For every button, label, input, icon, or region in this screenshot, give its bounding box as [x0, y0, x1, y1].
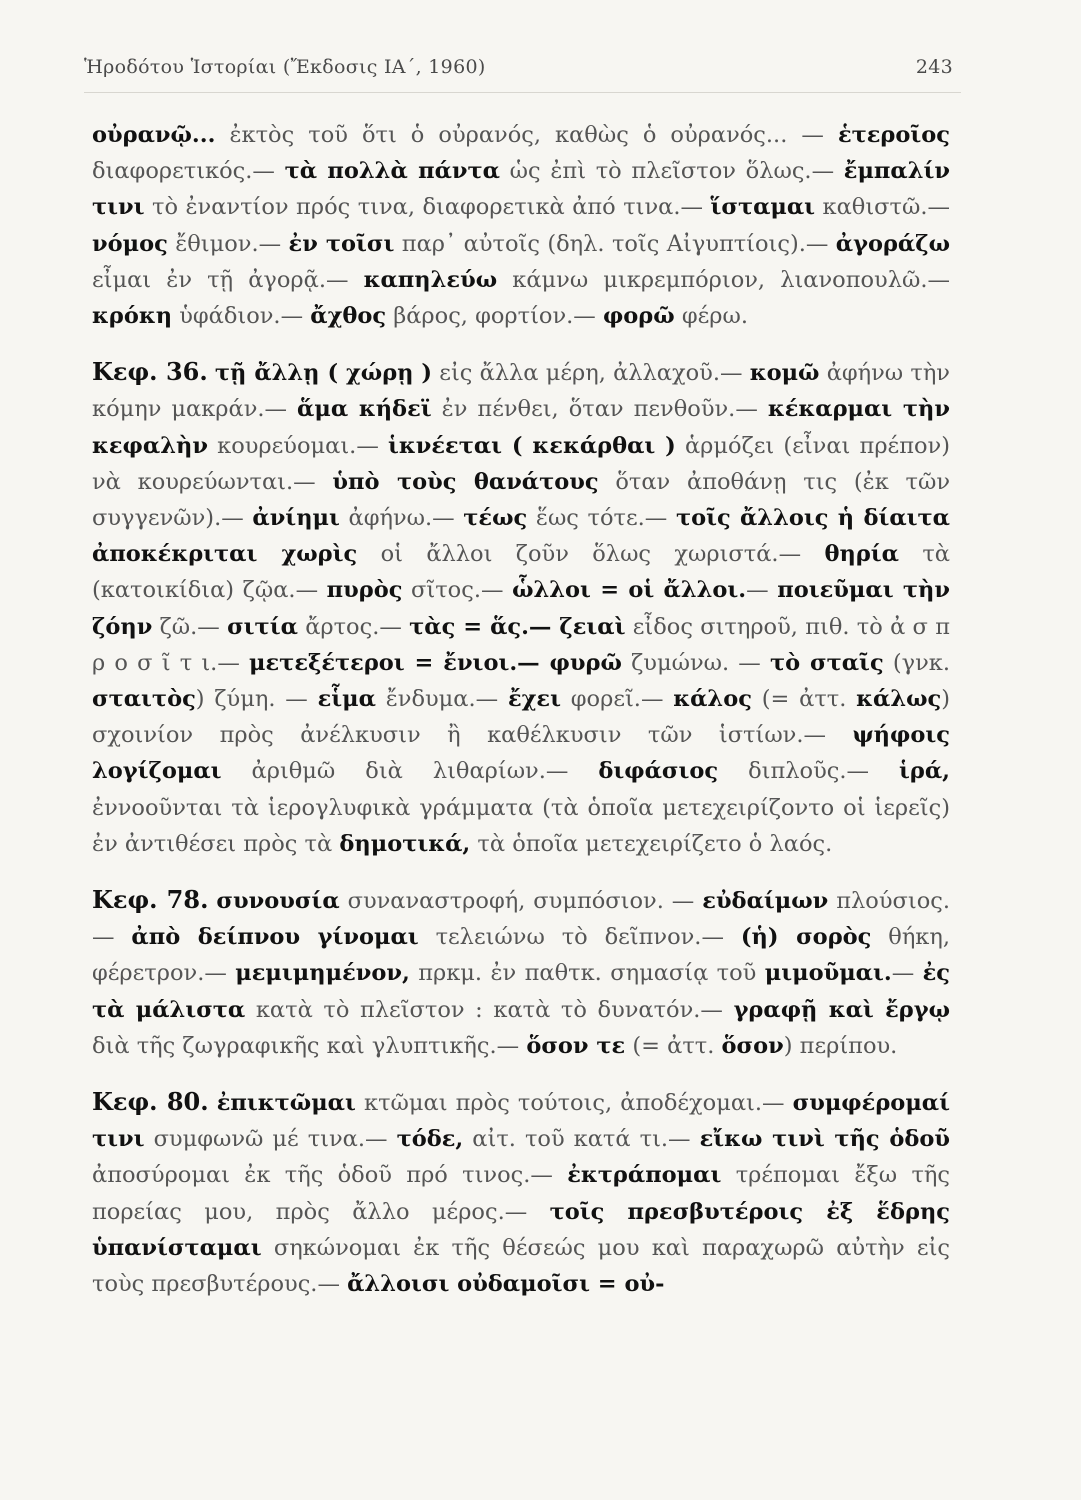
gloss-text: τὰ (κατοικίδια) ζῷα.— — [92, 541, 950, 604]
gloss-text: διὰ τῆς ζωγραφικῆς καὶ γλυπτικῆς.— — [92, 1032, 527, 1059]
lemma: νόμος — [92, 230, 168, 257]
gloss-text: ) σχοινίον πρὸς ἀνέλκυσιν ἢ καθέλκυσιν τῶν ἱστίων.— — [92, 686, 951, 749]
gloss-text: ζῶ.— — [152, 613, 228, 640]
gloss-text: (γνκ. — [883, 649, 950, 676]
lemma: μιμοῦμαι. — [764, 960, 892, 987]
lemma: πυρὸς — [326, 577, 403, 604]
chapter-label: Κεφ. 36. — [92, 357, 208, 387]
gloss-text: — — [746, 577, 778, 604]
lemma: ὧλλοι = οἱ ἄλλοι. — [512, 577, 747, 604]
gloss-text — [208, 360, 215, 386]
gloss-text: συναναστροφή, συμπόσιον. — — [339, 888, 703, 915]
lemma: τὰ πολλὰ πάντα — [284, 158, 500, 185]
gloss-text: φορεῖ.— — [561, 686, 674, 713]
paragraph-intro — [92, 117, 950, 334]
lemma: φορῶ — [602, 303, 675, 330]
lemma: ἐκτράπομαι — [567, 1162, 722, 1189]
paragraph-chapter-36 — [92, 354, 950, 862]
paragraph-chapter-80 — [92, 1084, 950, 1302]
lemma: ἐς τὰ μάλιστα — [92, 960, 950, 1023]
gloss-text: (= ἀττ. — [751, 686, 857, 713]
lemma: εἴκω τινὶ τῆς ὁδοῦ — [699, 1126, 950, 1153]
gloss-text: ) περίπου. — [783, 1032, 898, 1059]
lemma: ἐν τοῖσι — [288, 230, 395, 257]
lemma: ὅσον — [721, 1032, 784, 1059]
page-number: 243 — [915, 56, 953, 78]
lemma: διφάσιος — [598, 758, 719, 785]
lemma: ἵσταμαι — [710, 194, 816, 221]
lemma: δημοτικά, — [339, 830, 471, 857]
gloss-text: τὰ ὁποῖα μετεχειρίζετο ὁ λαός. — [470, 830, 833, 857]
lemma: ἔχει — [507, 686, 561, 713]
paragraph-chapter-78 — [92, 882, 950, 1064]
lemma: ἔμπαλίν τινι — [92, 158, 950, 221]
lemma: εὐδαίμων — [702, 888, 829, 915]
lemma: τοῖς πρεσβυτέροις ἐξ ἕδρης ὑπανίσταμαι — [92, 1198, 950, 1261]
gloss-text: κουρεύομαι.— — [207, 432, 388, 459]
lemma: κρόκη — [92, 303, 173, 330]
gloss-text: κατὰ τὸ πλεῖστον : κατὰ τὸ δυνατόν.— — [245, 996, 734, 1023]
lemma: τὸ σταῖς — [770, 649, 884, 676]
gloss-text: ἐννοοῦνται τὰ ἱερογλυφικὰ γράμματα (τὰ ὁποῖα μετεχειρίζοντο οἱ ἱερεῖς) ἐν ἀντιθέσει πρὸς τὰ — [92, 794, 950, 857]
lemma: κάλως — [856, 686, 942, 713]
gloss-text: — — [891, 960, 923, 987]
lemma: μετεξέτεροι = ἔνιοι.— φυρῶ — [249, 649, 622, 676]
lemma: ἱκνέεται ( κεκάρθαι ) — [388, 432, 676, 459]
gloss-text: πρκμ. ἐν παθτκ. σημασίᾳ τοῦ — [409, 960, 765, 987]
gloss-text: εἶδος σιτηροῦ, πιθ. τὸ ἀ σ π ρ ο σ ῖ τ ι.— — [92, 613, 950, 676]
gloss-text: ἔνδυμα.— — [375, 686, 508, 713]
gloss-text: ἐν πένθει, ὅταν πενθοῦν.— — [431, 396, 768, 423]
lemma: ἀπὸ δείπνου γίνομαι — [131, 924, 419, 951]
gloss-text: τὸ ἐναντίον πρός τινα, διαφορετικὰ ἀπό τινα.— — [144, 194, 711, 221]
gloss-text: βάρος, φορτίον.— — [386, 303, 603, 330]
header-title: Ἡροδότου Ἱστορίαι (Ἔκδοσις ΙΑ΄, 1960) — [84, 56, 486, 78]
gloss-text: ὑφάδιον.— — [172, 303, 311, 330]
gloss-text: ὅταν ἀποθάνῃ τις (ἐκ τῶν συγγενῶν).— — [92, 468, 951, 532]
gloss-text: ἕως τότε.— — [527, 505, 676, 532]
lemma: κέκαρμαι τὴν κεφαλὴν — [92, 396, 950, 459]
lemma: ἱρά, — [899, 758, 950, 785]
lemma: ὅσον τε — [526, 1032, 626, 1059]
lemma: ποιεῦμαι τὴν ζόην — [92, 577, 950, 640]
header-rule — [84, 92, 961, 93]
lemma: ἅμα κήδεϊ — [297, 396, 432, 423]
gloss-text: θήκη, φέρετρον.— — [92, 924, 950, 987]
gloss-text: διαφορετικός.— — [92, 158, 285, 185]
gloss-text: (= ἀττ. — [625, 1032, 722, 1059]
lemma: ἄχθος — [310, 303, 387, 330]
gloss-text: τρέπομαι ἔξω τῆς πορείας μου, πρὸς ἄλλο μέρος.— — [92, 1162, 950, 1225]
lemma: κομῶ — [749, 360, 820, 387]
gloss-text: διπλοῦς.— — [718, 758, 899, 785]
lemma: ἑτεροῖος — [837, 122, 950, 148]
gloss-text: εἰς ἄλλα μέρη, ἀλλαχοῦ.— — [432, 360, 750, 387]
lemma: τὰς = ἅς.— ζειαὶ — [409, 613, 626, 640]
gloss-text: αἰτ. τοῦ κατά τι.— — [463, 1126, 700, 1153]
gloss-text: ἀφήνω.— — [339, 505, 464, 532]
glossary-body — [92, 117, 950, 1302]
gloss-text: σῖτος.— — [402, 577, 513, 604]
gloss-text: ἐκτὸς τοῦ ὅτι ὁ οὐρανός, καθὼς ὁ οὐρανός... — — [215, 122, 838, 148]
lemma: ἄλλοισι οὐδαμοῖσι = οὐ- — [347, 1271, 665, 1298]
gloss-text: σηκώνομαι ἐκ τῆς θέσεώς μου καὶ παραχωρῶ αὐτὴν εἰς τοὺς πρεσβυτέρους.— — [92, 1234, 950, 1298]
gloss-text: συμφωνῶ μέ τινα.— — [144, 1126, 397, 1153]
gloss-text: ) ζύμη. — — [195, 686, 318, 713]
gloss-text: ἀφήνω τὴν κόμην μακράν.— — [92, 360, 950, 423]
lemma: γραφῇ καὶ ἔργῳ — [733, 996, 950, 1023]
gloss-text: τελειώνω τὸ δεῖπνον.— — [418, 924, 741, 951]
gloss-text: ἀριθμῶ διὰ λιθαρίων.— — [221, 758, 599, 785]
gloss-text: καθιστῶ.— — [815, 194, 950, 221]
lemma: ὑπὸ τοὺς θανάτους — [332, 468, 599, 495]
lemma: εἷμα — [317, 686, 376, 713]
gloss-text: φέρω. — [674, 303, 748, 330]
chapter-label: Κεφ. 80. — [92, 1087, 209, 1117]
gloss-text: ζυμώνω. — — [621, 649, 770, 676]
gloss-text: εἶμαι ἐν τῇ ἀγορᾷ.— — [92, 266, 364, 293]
gloss-text: ἀποσύρομαι ἐκ τῆς ὁδοῦ πρό τινος.— — [92, 1162, 568, 1189]
lemma: συνουσία — [216, 888, 340, 915]
gloss-text: ὡς ἐπὶ τὸ πλεῖστον ὅλως.— — [499, 158, 844, 185]
chapter-label: Κεφ. 78. — [92, 885, 209, 915]
lemma: καπηλεύω — [363, 266, 498, 293]
lemma: σταιτὸς — [92, 686, 196, 713]
gloss-text: πλούσιος.— — [92, 888, 950, 951]
lemma: ψήφοις λογίζομαι — [92, 722, 950, 785]
lemma: οὐρανῷ... — [92, 122, 216, 148]
gloss-text: οἱ ἄλλοι ζοῦν ὅλως χωριστά.— — [357, 541, 825, 568]
gloss-text — [209, 1090, 217, 1116]
gloss-text: ἁρμόζει (εἶναι πρέπον) νὰ κουρεύωνται.— — [92, 432, 950, 495]
gloss-text: ἄρτος.— — [297, 613, 410, 640]
lemma: συμφέρομαί τινι — [92, 1090, 950, 1153]
gloss-text: κάμνω μικρεμπόριον, λιανοπουλῶ.— — [497, 266, 950, 293]
running-header — [84, 56, 953, 78]
lemma: (ἡ) σορὸς — [740, 924, 872, 951]
lemma: τοῖς ἄλλοις ἡ δίαιτα ἀποκέκριται χωρὶς — [92, 505, 951, 568]
lemma: σιτία — [227, 613, 298, 640]
lemma: τόδε, — [396, 1126, 464, 1153]
gloss-text: παρ᾽ αὐτοῖς (δηλ. τοῖς Αἰγυπτίοις).— — [394, 230, 836, 257]
lemma: μεμιμημένον, — [235, 960, 410, 987]
lemma: ἐπικτῶμαι — [216, 1090, 356, 1117]
gloss-text: κτῶμαι πρὸς τούτοις, ἀποδέχομαι.— — [355, 1090, 793, 1117]
lemma: κάλος — [673, 686, 752, 713]
lemma: ἀνίημι — [252, 505, 340, 532]
lemma: ἀγοράζω — [835, 230, 950, 257]
lemma: τῇ ἄλλῃ ( χώρῃ ) — [214, 360, 433, 387]
lemma: τέως — [463, 505, 528, 532]
lemma: θηρία — [824, 541, 899, 568]
gloss-text: ἔθιμον.— — [167, 230, 289, 257]
